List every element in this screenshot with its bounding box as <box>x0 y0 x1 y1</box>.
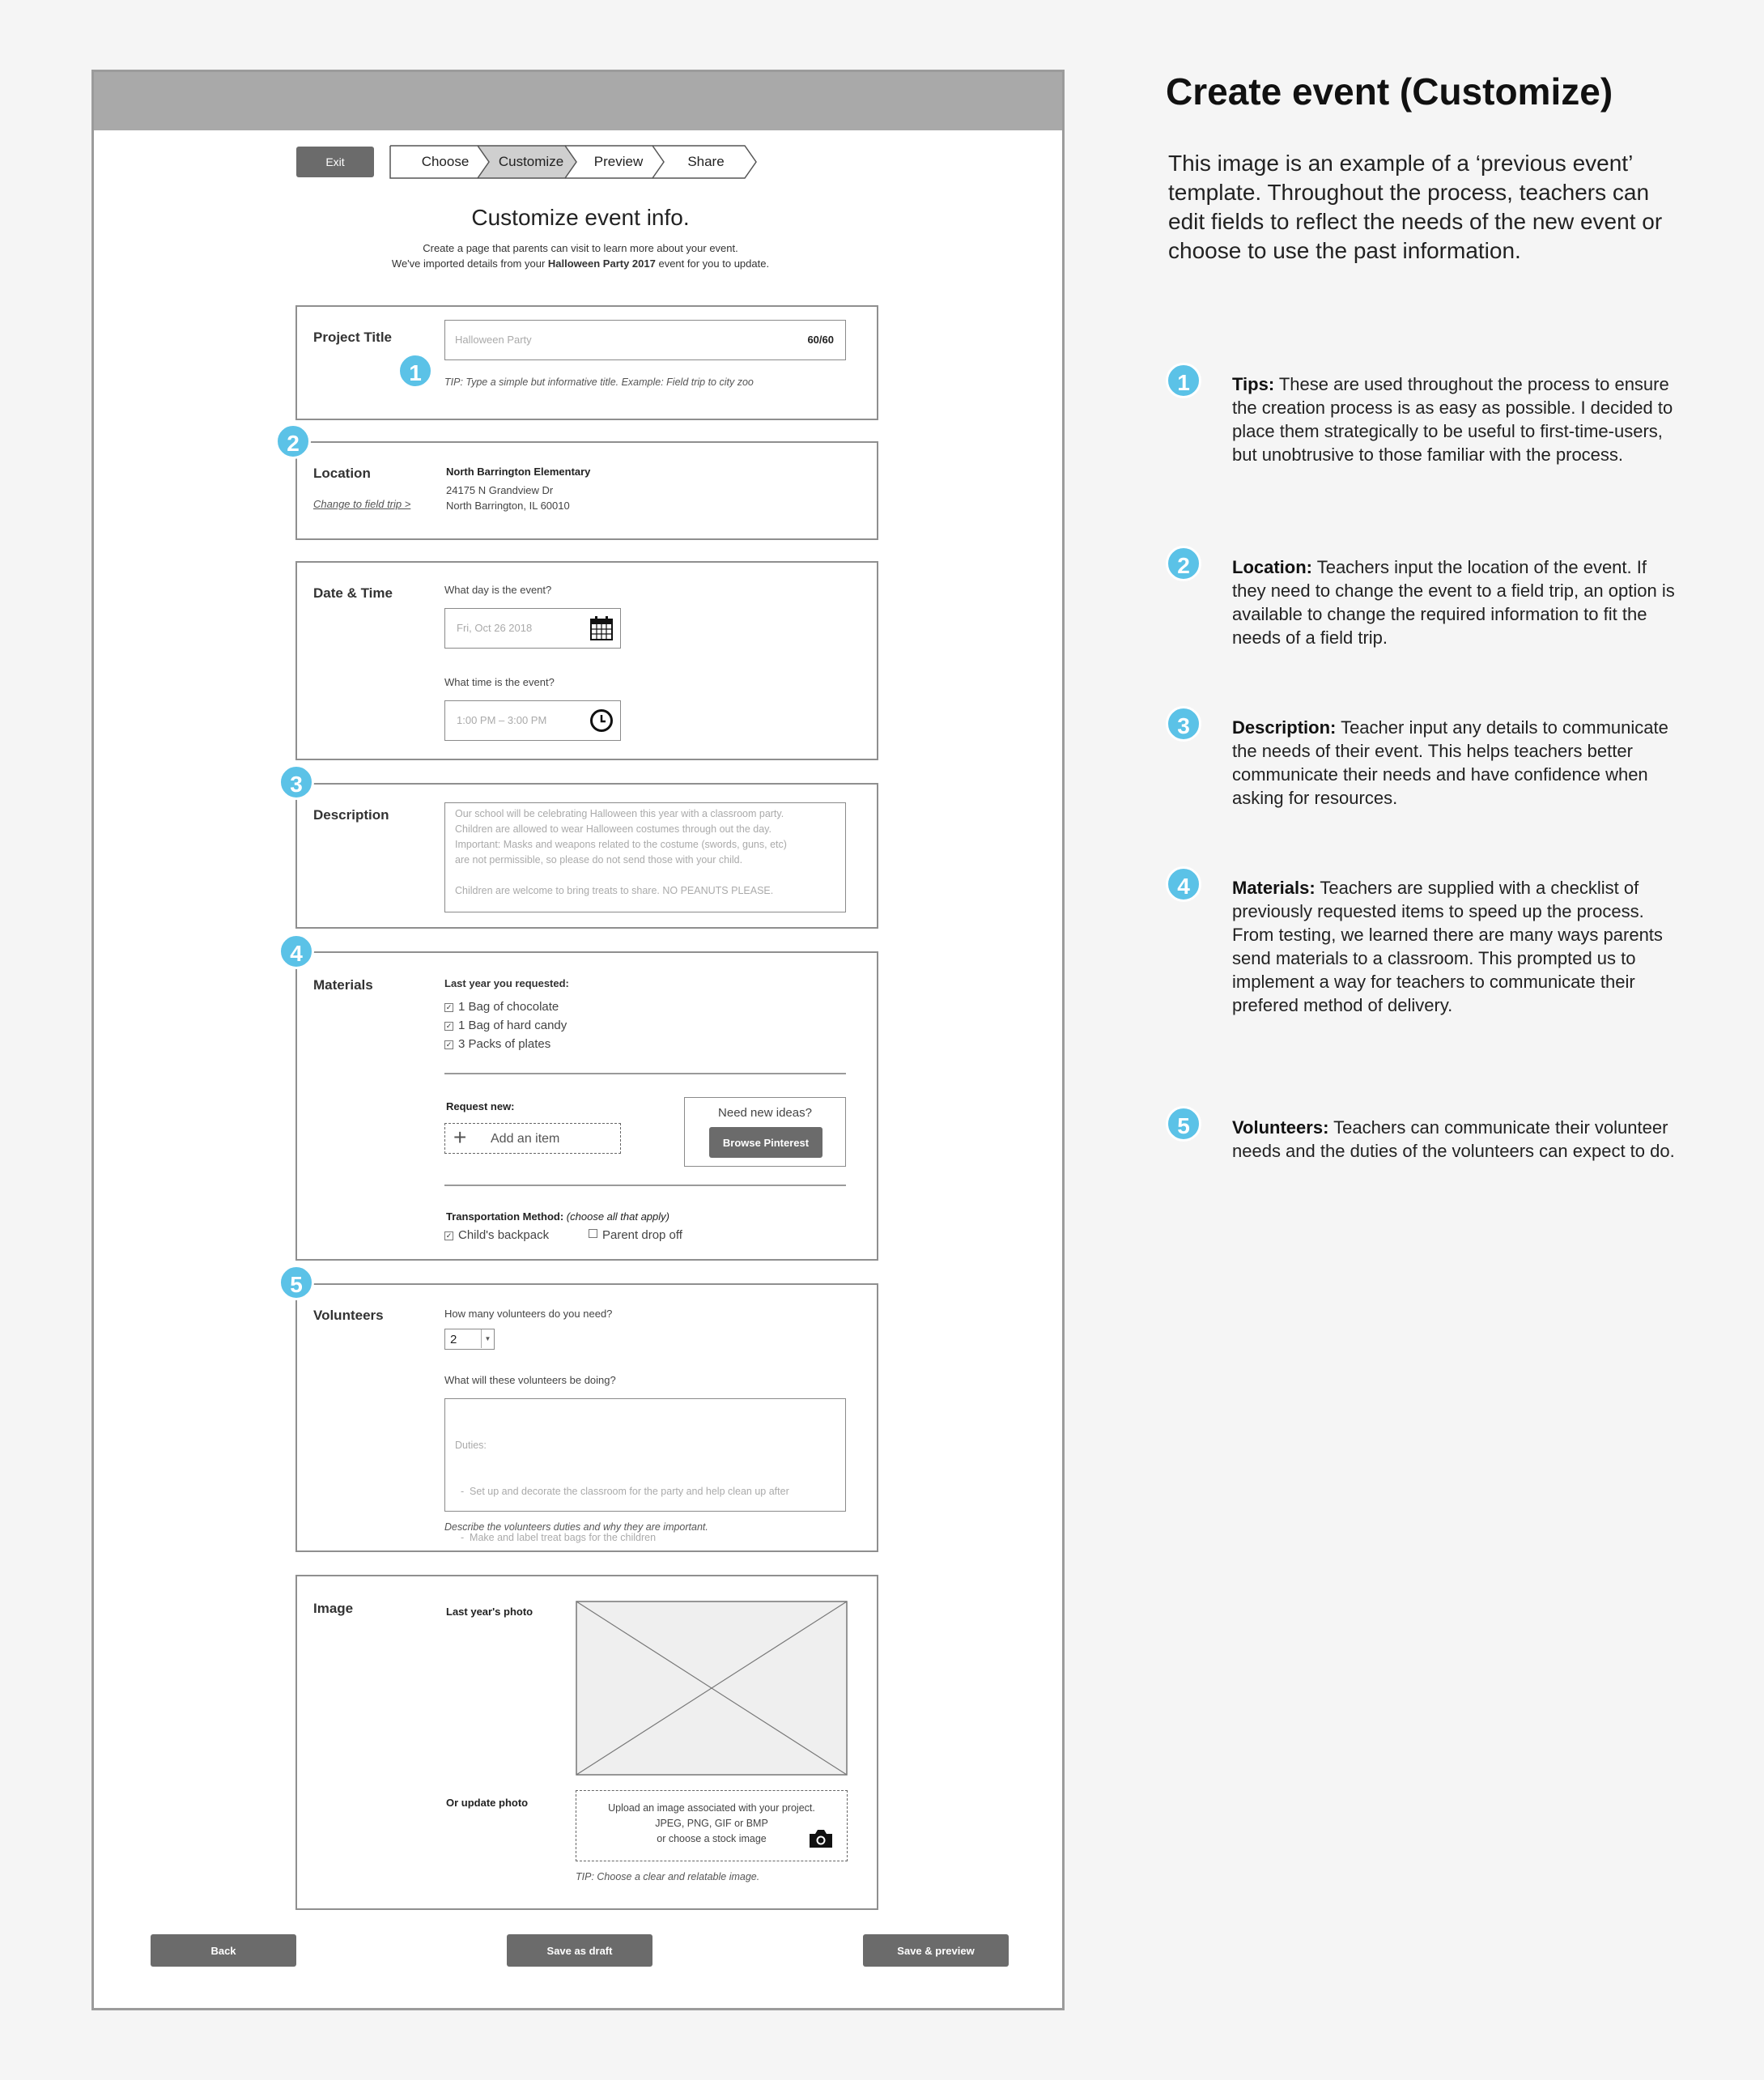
browser-top-bar <box>94 72 1062 130</box>
duties-line: - Set up and decorate the classroom for the party and help clean up after <box>455 1486 789 1497</box>
image-placeholder <box>576 1601 848 1776</box>
browse-pinterest-button[interactable]: Browse Pinterest <box>709 1127 822 1158</box>
location-street: 24175 N Grandview Dr <box>446 484 554 496</box>
transport-heading: Transportation Method: (choose all that apply) <box>446 1210 669 1223</box>
annotation-badge: 5 <box>1166 1106 1201 1142</box>
section-date-time <box>295 561 878 760</box>
section-description <box>295 783 878 929</box>
annotation-text: Location: Teachers input the location of the event. If they need to change the event to a field trip, an option is available to change the required information to fit the needs of a field trip. <box>1232 557 1675 648</box>
section-project-title <box>295 305 878 420</box>
project-title-input[interactable] <box>444 320 846 360</box>
annotation-text: Description: Teacher input any details to communicate the needs of their event. This helps teachers better communicate their needs and have confidence when asking for resources. <box>1232 717 1668 808</box>
duties-line: - Make and label treat bags for the children <box>455 1532 657 1543</box>
description-blank-line <box>455 868 835 883</box>
annotation-intro: This image is an example of a ‘previous event’ template. Throughout the process, teachers can edit fields to reflect the needs of the new event or choose to use the past information. <box>1168 151 1663 263</box>
save-preview-button[interactable]: Save & preview <box>863 1934 1009 1967</box>
clock-icon[interactable] <box>589 708 614 733</box>
annotation-badge: 2 <box>1166 546 1201 581</box>
wireframe-frame <box>91 70 1065 2010</box>
annotation-text: Materials: Teachers are supplied with a checklist of previously requested items to speed up the process. From testing, we learned there are many ways parents send materials to a classroom. This prompted us to implement a way for teachers to communicate their prefered method of delivery. <box>1232 878 1663 1015</box>
description-line: are not permissible, so please do not send those with your child. <box>455 854 743 866</box>
upload-line: Upload an image associated with your project. <box>608 1802 815 1814</box>
description-line: Important: Masks and weapons related to the costume (swords, guns, etc) <box>455 839 787 850</box>
update-photo-label: Or update photo <box>446 1797 529 1809</box>
upload-line: JPEG, PNG, GIF or BMP <box>655 1818 768 1829</box>
description-line: Children are welcome to bring treats to share. NO PEANUTS PLEASE. <box>455 885 774 896</box>
annotation-badge: 3 <box>1166 706 1201 742</box>
checkbox-checked[interactable]: ✓ <box>445 1040 453 1049</box>
time-input[interactable] <box>444 700 621 741</box>
section-location <box>295 441 878 540</box>
volunteer-count-select[interactable] <box>444 1329 495 1350</box>
badge-3: 3 <box>278 764 314 800</box>
section-materials <box>295 951 878 1261</box>
ideas-heading: Need new ideas? <box>718 1106 812 1120</box>
page-subtitle-1: Create a page that parents can visit to learn more about your event. <box>423 242 738 254</box>
annotation-badge: 1 <box>1166 363 1201 398</box>
badge-4: 4 <box>278 934 314 969</box>
date-input[interactable] <box>444 608 621 649</box>
materials-divider <box>444 1185 846 1186</box>
date-value: Fri, Oct 26 2018 <box>457 622 533 634</box>
ideas-box <box>684 1097 846 1167</box>
date-time-label: Date & Time <box>313 585 393 601</box>
section-volunteers <box>295 1283 878 1552</box>
step-share[interactable]: Share <box>687 154 725 169</box>
description-line: Our school will be celebrating Halloween this year with a classroom party. <box>455 808 784 819</box>
location-name: North Barrington Elementary <box>446 466 591 478</box>
duties-line: Duties: <box>455 1440 487 1451</box>
plus-icon: + <box>453 1125 467 1150</box>
page-title: Customize event info. <box>471 205 690 230</box>
day-question: What day is the event? <box>444 584 552 596</box>
last-year-heading: Last year you requested: <box>444 977 569 989</box>
page-subtitle-2: We've imported details from your Halloween Party 2017 event for you to update. <box>391 257 770 270</box>
save-draft-button[interactable]: Save as draft <box>507 1934 652 1967</box>
upload-line: or choose a stock image <box>657 1833 767 1844</box>
checkbox-checked[interactable]: ✓ <box>445 1231 453 1240</box>
step-choose[interactable]: Choose <box>421 154 470 169</box>
volunteer-count-value: 2 <box>450 1333 457 1346</box>
duties-question: What will these volunteers be doing? <box>444 1374 616 1386</box>
badge-5: 5 <box>278 1265 314 1300</box>
volunteers-label: Volunteers <box>313 1308 384 1323</box>
description-textarea[interactable] <box>444 802 846 912</box>
last-photo-label: Last year's photo <box>446 1606 533 1618</box>
material-item[interactable]: ✓ 1 Bag of hard candy <box>445 1019 567 1032</box>
description-label: Description <box>313 807 389 823</box>
project-title-label: Project Title <box>313 330 392 345</box>
checkbox-checked[interactable]: ✓ <box>445 1022 453 1030</box>
exit-button[interactable]: Exit <box>296 147 374 177</box>
camera-icon[interactable] <box>808 1828 834 1849</box>
badge-2: 2 <box>275 423 311 459</box>
upload-dropzone[interactable] <box>576 1790 848 1861</box>
materials-label: Materials <box>313 977 373 993</box>
project-title-placeholder: Halloween Party <box>455 334 532 346</box>
time-value: 1:00 PM – 3:00 PM <box>457 714 547 726</box>
request-new-heading: Request new: <box>446 1100 515 1112</box>
character-counter: 60/60 <box>807 334 834 346</box>
image-label: Image <box>313 1601 354 1616</box>
badge-1: 1 <box>397 353 433 389</box>
description-line: Children are allowed to wear Halloween costumes through out the day. <box>455 823 771 835</box>
chevron-down-icon[interactable]: ▼ <box>481 1329 494 1348</box>
checkbox-unchecked[interactable] <box>589 1229 597 1238</box>
materials-divider <box>444 1073 846 1074</box>
project-title-tip: TIP: Type a simple but informative title. Example: Field trip to city zoo <box>444 376 754 388</box>
back-button[interactable]: Back <box>151 1934 296 1967</box>
section-image <box>295 1575 878 1910</box>
duties-hint: Describe the volunteers duties and why they are important. <box>444 1521 708 1533</box>
material-item[interactable]: ✓ 1 Bag of chocolate <box>445 1000 559 1014</box>
location-city: North Barrington, IL 60010 <box>446 500 570 512</box>
step-preview[interactable]: Preview <box>593 154 644 169</box>
location-label: Location <box>313 466 371 481</box>
checkbox-checked[interactable]: ✓ <box>445 1003 453 1011</box>
transport-option-dropoff[interactable]: Parent drop off <box>589 1228 682 1242</box>
add-item-label: Add an item <box>491 1132 560 1146</box>
material-item[interactable]: ✓ 3 Packs of plates <box>445 1037 551 1051</box>
annotation-badge: 4 <box>1166 866 1201 902</box>
annotation-title: Create event (Customize) <box>1166 70 1613 113</box>
annotation-text: Volunteers: Teachers can communicate their volunteer needs and the duties of the volunteers can expect to do. <box>1232 1117 1675 1161</box>
add-item-button[interactable] <box>444 1123 621 1154</box>
time-question: What time is the event? <box>444 676 555 688</box>
annotation-text: Tips: These are used throughout the process to ensure the creation process is as easy as possible. I decided to place them strategically to be useful to first-time-users, but unobtrusive to those familiar with the process. <box>1232 374 1673 465</box>
step-customize[interactable]: Customize <box>498 154 564 169</box>
calendar-icon[interactable] <box>589 615 614 641</box>
change-to-field-trip-link[interactable]: Change to field trip > <box>313 498 411 510</box>
transport-option-backpack[interactable]: ✓ Child's backpack <box>445 1228 550 1242</box>
count-question: How many volunteers do you need? <box>444 1308 613 1320</box>
image-tip: TIP: Choose a clear and relatable image. <box>576 1871 760 1882</box>
progress-steps <box>389 144 761 180</box>
